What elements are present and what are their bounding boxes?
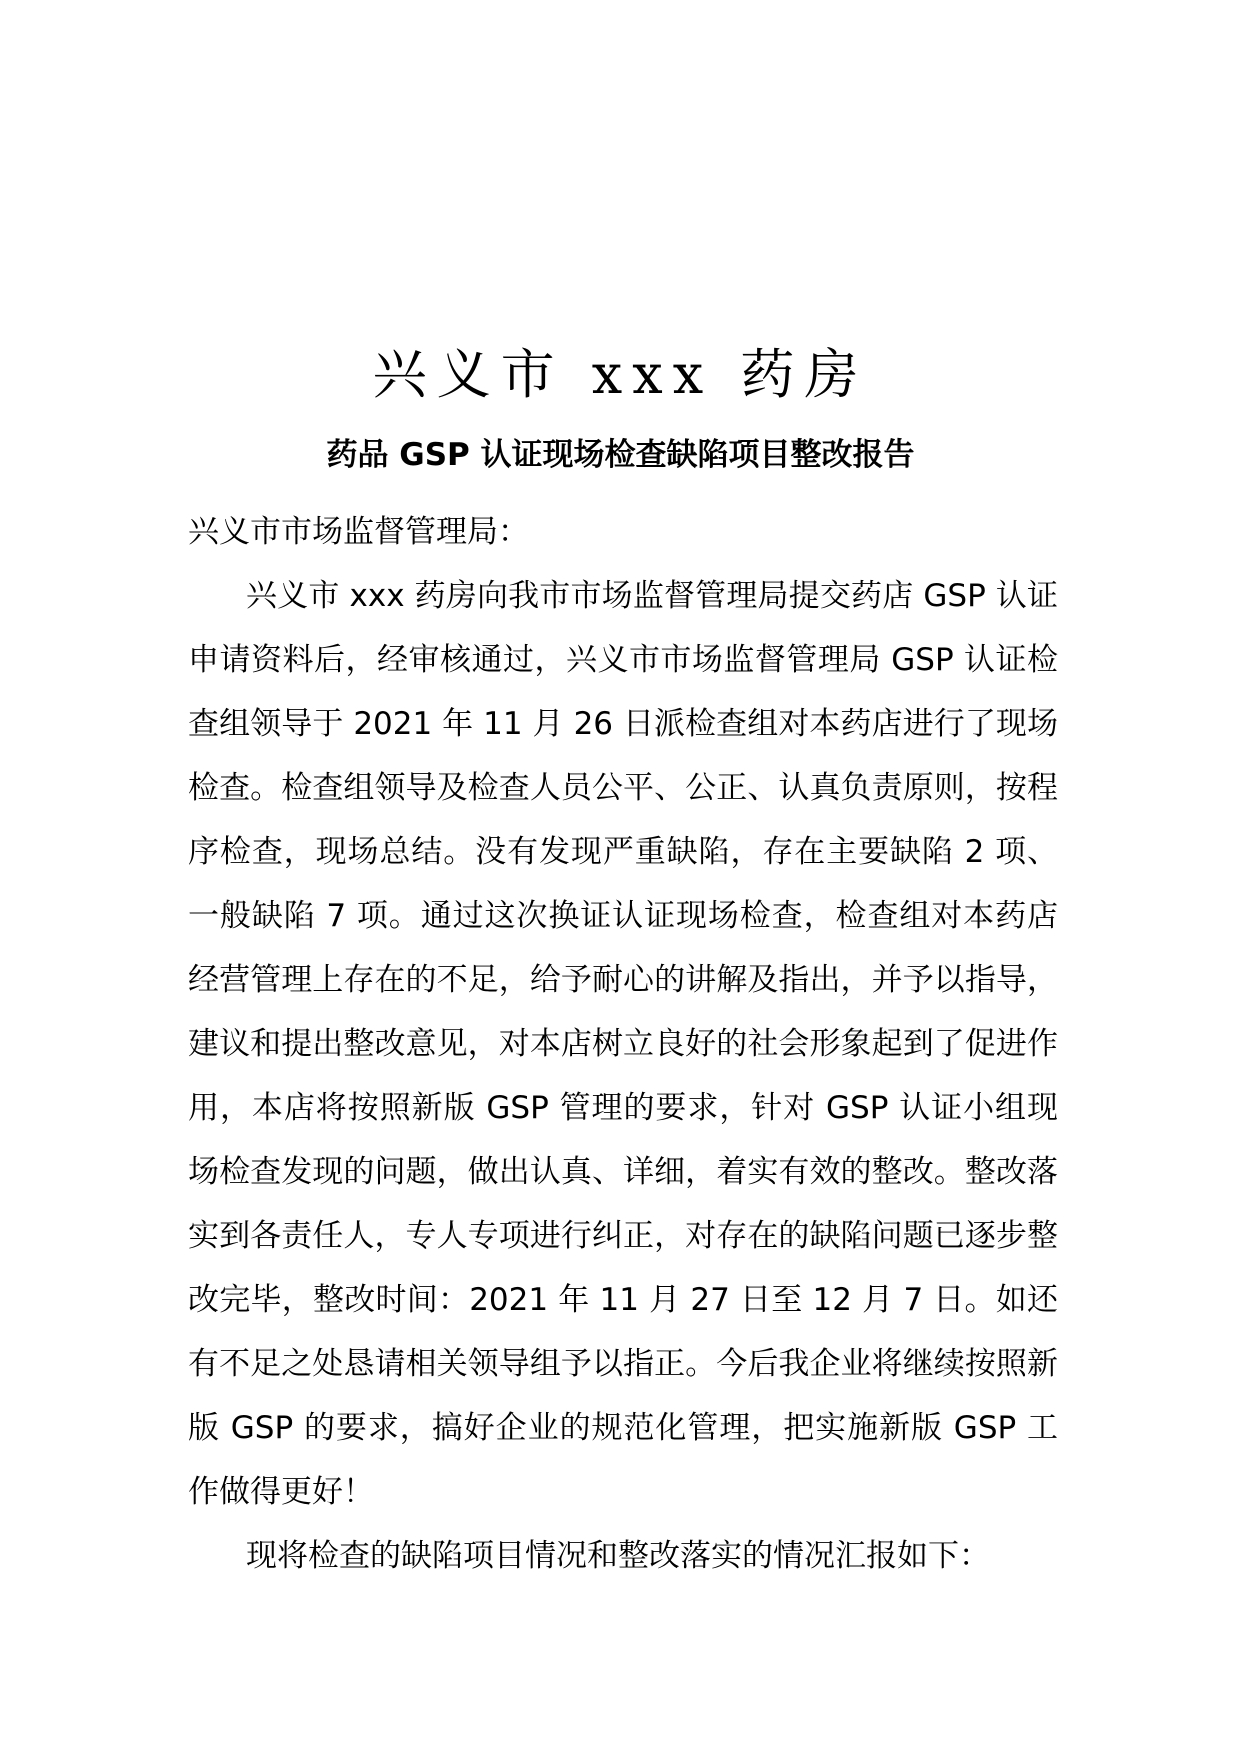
body-paragraph: 兴义市 xxx 药房向我市市场监督管理局提交药店 GSP 认证申请资料后，经审核通过，兴义市市场监督管理局 GSP 认证检查组领导于 2021 年 11 月 26 日派检查组对本药店进行了现场检查。检查组领导及检查人员公平、公正、认真负责原则，按程序检查，现场总结。没有发现严重缺陷，存在主要缺陷 2 项、一般缺陷 7 项。通过这次换证认证现场检查，检查组对本药店经营管理上存在的不足，给予耐心的讲解及指出，并予以指导，建议和提出整改意见，对本店树立良好的社会形象起到了促进作用，本店将按照新版 GSP 管理的要求，针对 GSP 认证小组现场检查发现的问题，做出认真、详细，着实有效的整改。整改落实到各责任人，专人专项进行纠正，对存在的缺陷问题已逐步整改完毕，整改时间：2021 年 11 月 27 日至 12 月 7 日。如还有不足之处恳请相关领导组予以指正。今后我企业将继续按照新版 GSP 的要求，搞好企业的规范化管理，把实施新版 GSP 工作做得更好！ — [188, 578, 1058, 1510]
document-body — [188, 500, 1058, 1588]
closing-paragraph: 现将检查的缺陷项目情况和整改落实的情况汇报如下： — [246, 1538, 990, 1574]
document-title: 兴义市 xxx 药房 — [372, 343, 869, 406]
document-subtitle: 药品 GSP 认证现场检查缺陷项目整改报告 — [326, 437, 915, 473]
salutation: 兴义市市场监督管理局： — [188, 514, 529, 550]
